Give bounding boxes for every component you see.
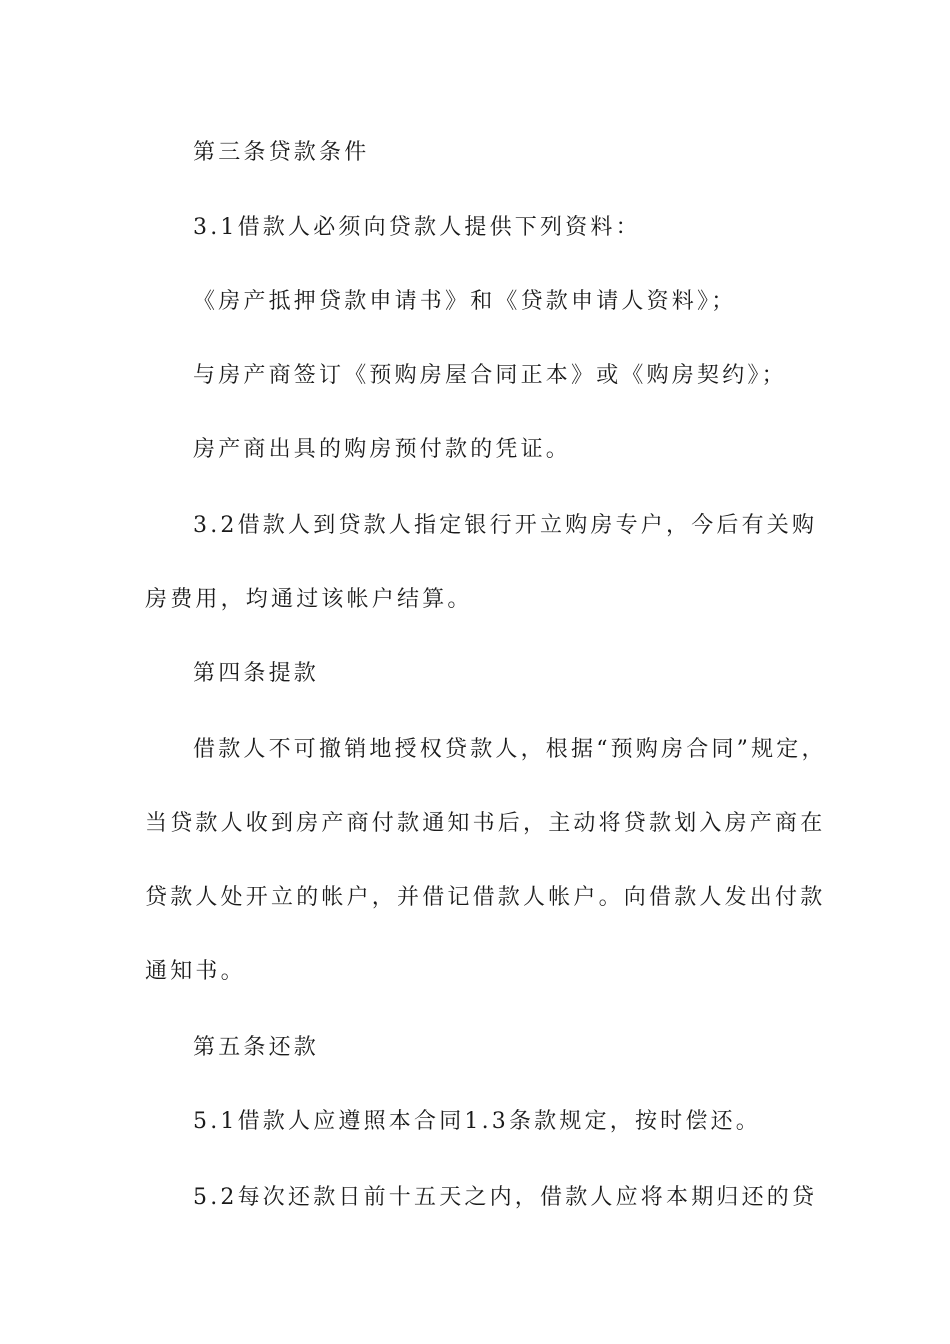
heading-article-4: 第四条提款 (193, 661, 320, 686)
paragraph-3-2-line-2: 房费用，均通过该帐户结算。 (145, 587, 473, 612)
paragraph-3-2-line-1: 3.2借款人到贷款人指定银行开立购房专户，今后有关购 (193, 513, 818, 538)
paragraph-4-line-1: 借款人不可撤销地授权贷款人，根据“预购房合同”规定， (193, 737, 827, 762)
paragraph-3-1: 3.1借款人必须向贷款人提供下列资料： (193, 215, 641, 240)
list-item-application: 《房产抵押贷款申请书》和《贷款申请人资料》； (193, 289, 737, 314)
paragraph-4-line-3: 贷款人处开立的帐户，并借记借款人帐户。向借款人发出付款 (145, 885, 825, 910)
paragraph-4-line-2: 当贷款人收到房产商付款通知书后，主动将贷款划入房产商在 (145, 811, 825, 836)
heading-article-3: 第三条贷款条件 (193, 140, 370, 165)
list-item-voucher: 房产商出具的购房预付款的凭证。 (193, 437, 572, 462)
paragraph-4-line-4: 通知书。 (145, 959, 246, 984)
paragraph-5-2-line-1: 5.2每次还款日前十五天之内，借款人应将本期归还的贷 (193, 1185, 818, 1210)
paragraph-5-1: 5.1借款人应遵照本合同1.3条款规定，按时偿还。 (193, 1109, 761, 1134)
list-item-contract: 与房产商签订《预购房屋合同正本》或《购房契约》； (193, 363, 787, 388)
heading-article-5: 第五条还款 (193, 1035, 320, 1060)
